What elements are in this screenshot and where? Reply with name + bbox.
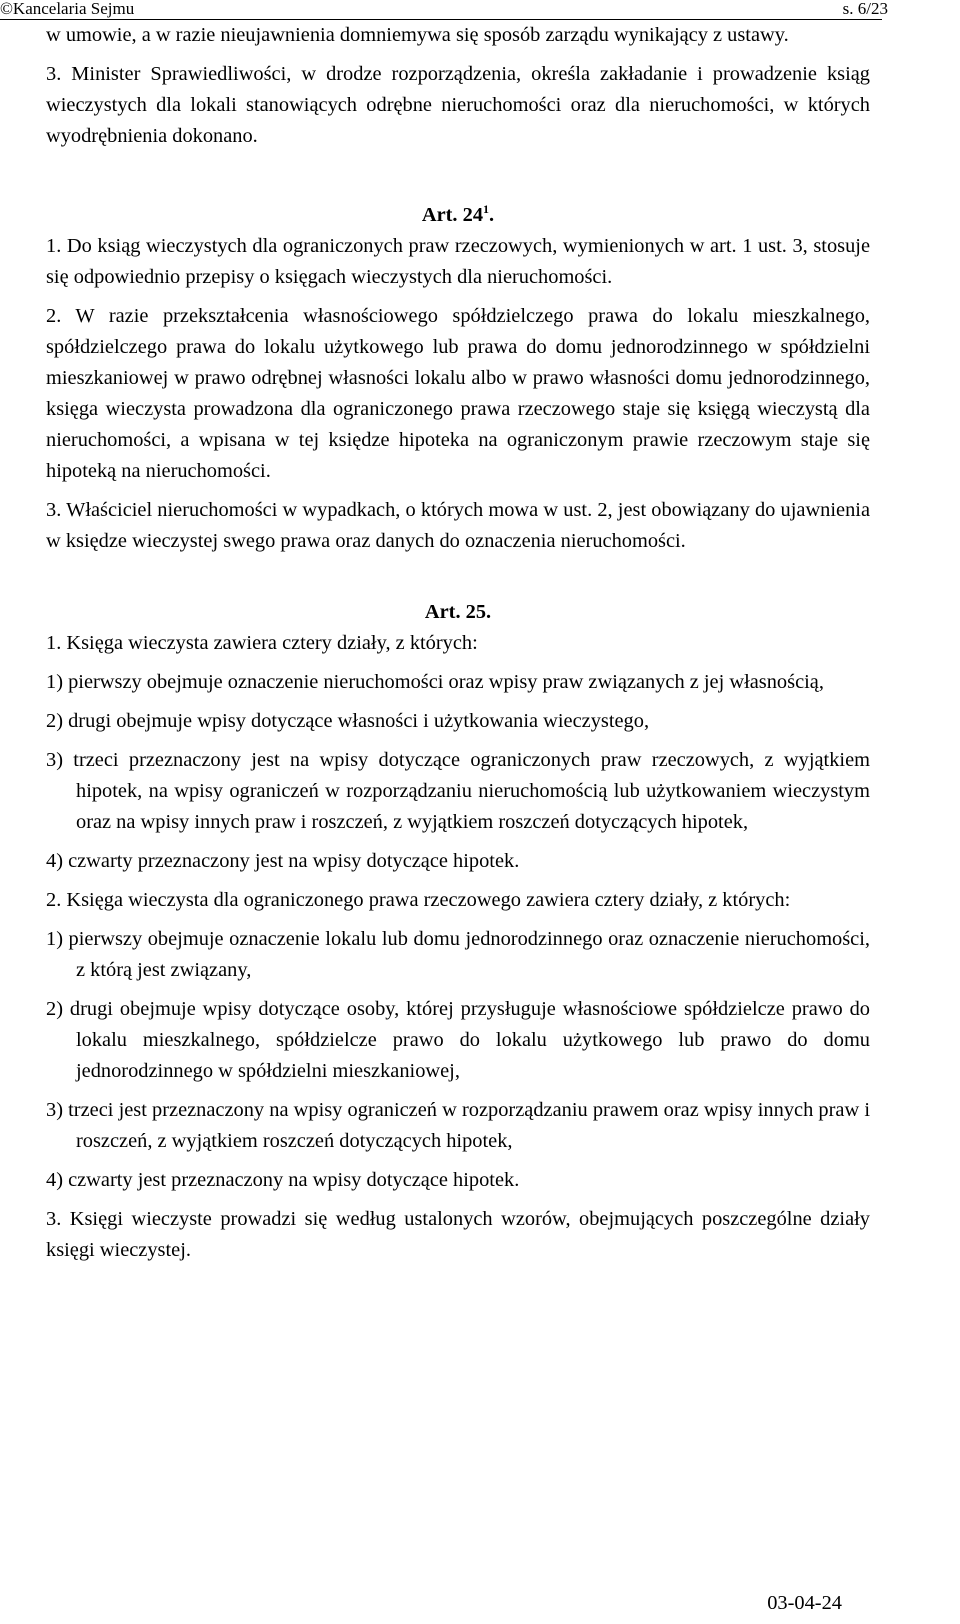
list-item: 4) czwarty jest przeznaczony na wpisy dotyczące hipotek. xyxy=(46,1169,520,1191)
list-item: 4) czwarty przeznaczony jest na wpisy dotyczące hipotek. xyxy=(46,850,520,872)
spacer xyxy=(46,160,870,200)
art25-ust-1-list xyxy=(46,667,870,877)
article-number: Art. 24 xyxy=(421,204,484,226)
article-heading-24-1 xyxy=(46,200,870,231)
art25-ust-3: 3. Księgi wieczyste prowadzi się według ustalonych wzorów, obejmujących poszczególne działy księgi wieczystej. xyxy=(46,1208,870,1261)
art24-1-ust-1: 1. Do ksiąg wieczystych dla ograniczonych praw rzeczowych, wymienionych w art. 1 ust. 3, stosuje się odpowiednio przepisy o księgach wieczystych dla nieruchomości. xyxy=(46,235,870,288)
list-item: 1) pierwszy obejmuje oznaczenie lokalu lub domu jednorodzinnego oraz oznaczenie nieruchomości, z którą jest związany, xyxy=(46,928,870,981)
art25-ust-1-lead: 1. Księga wieczysta zawiera cztery działy, z których: xyxy=(46,632,478,654)
article-heading-dot: . xyxy=(489,204,495,226)
list-item: 2) drugi obejmuje wpisy dotyczące własności i użytkowania wieczystego, xyxy=(46,710,650,732)
footer-date: 03-04-24 xyxy=(767,1592,842,1614)
spacer xyxy=(46,565,870,597)
art24-1-ust-3: 3. Właściciel nieruchomości w wypadkach, o których mowa w ust. 2, jest obowiązany do ujawnienia w księdze wieczystej swego prawa oraz danych do oznaczenia nieruchomości. xyxy=(46,499,870,552)
list-item: 1) pierwszy obejmuje oznaczenie nieruchomości oraz wpisy praw związanych z jej własnością, xyxy=(46,671,824,693)
continued-paragraph: w umowie, a w razie nieujawnienia domniemywa się sposób zarządu wynikający z ustawy. xyxy=(46,24,789,46)
article-superscript: 1 xyxy=(483,202,490,216)
art25-ust-2-list xyxy=(46,924,870,1196)
art24-1-ust-2: 2. W razie przekształcenia własnościowego spółdzielczego prawa do lokalu mieszkalnego, spółdzielczego prawa do lokalu użytkowego lub prawa do domu jednorodzinnego w spółdzielni mieszkaniowej w prawo odrębnej własności lokalu albo w prawo własności domu jednorodzinnego, księga wieczysta prowadzona dla ograniczonego prawa rzeczowego staje się księgą wieczystą dla nieruchomości, a wpisana w tej księdze hipoteka na ograniczonym prawie rzeczowym staje się hipoteką na nieruchomości. xyxy=(46,305,870,482)
paragraph-minister: 3. Minister Sprawiedliwości, w drodze rozporządzenia, określa zakładanie i prowadzenie ksiąg wieczystych dla lokali stanowiących odrębne nieruchomości oraz dla nieruchomości, w których wyodrębnienia dokonano. xyxy=(46,63,870,147)
header-copyright: ©Kancelaria Sejmu xyxy=(0,0,135,18)
art25-ust-2-lead: 2. Księga wieczysta dla ograniczonego prawa rzeczowego zawiera cztery działy, z których: xyxy=(46,889,791,911)
header-page-number: s. 6/23 xyxy=(842,0,888,18)
document-body xyxy=(46,20,870,1274)
list-item: 3) trzeci przeznaczony jest na wpisy dotyczące ograniczonych praw rzeczowych, z wyjątkiem hipotek, na wpisy ograniczeń w rozporządzaniu nieruchomością lub użytkowaniem wieczystym oraz na wpisy innych praw i roszczeń, z wyjątkiem roszczeń dotyczących hipotek, xyxy=(46,749,870,833)
list-item: 2) drugi obejmuje wpisy dotyczące osoby, której przysługuje własnościowe spółdzielcze prawo do lokalu mieszkalnego, spółdzielcze prawo do lokalu użytkowego lub prawo do domu jednorodzinnego w spółdzielni mieszkaniowej, xyxy=(46,998,870,1082)
list-item: 3) trzeci jest przeznaczony na wpisy ograniczeń w rozporządzaniu prawem oraz wpisy innych praw i roszczeń, z wyjątkiem roszczeń dotyczących hipotek, xyxy=(46,1099,870,1152)
article-heading-25: Art. 25. xyxy=(424,601,492,623)
